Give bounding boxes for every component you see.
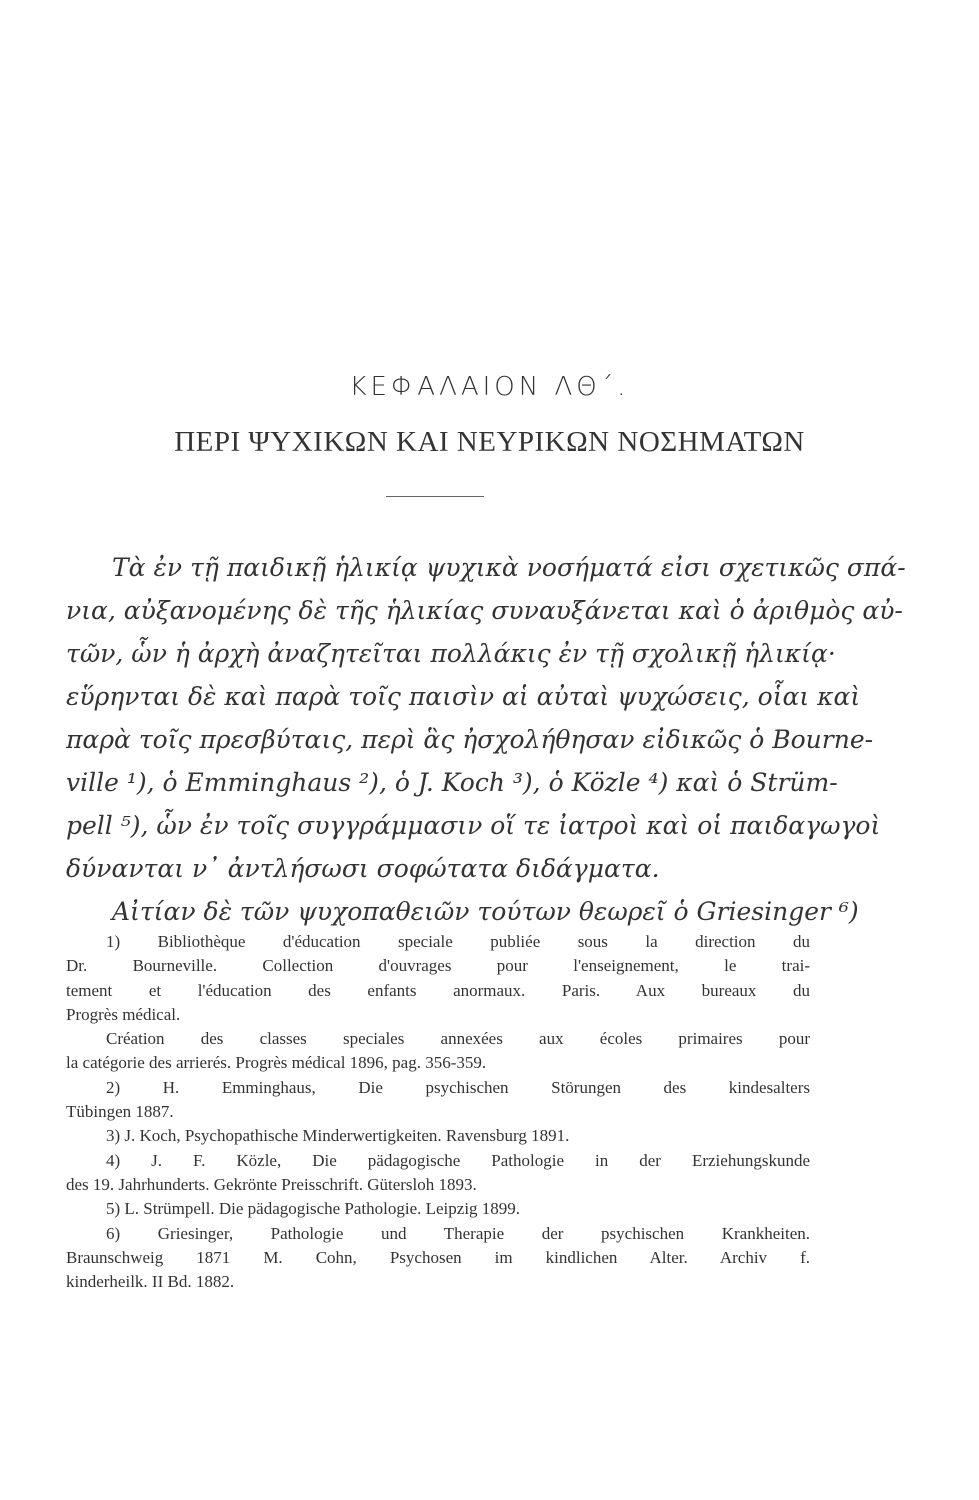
footnote-line: Dr. Bourneville. Collection d'ouvrages pour l'enseignement, le trai-	[66, 956, 810, 976]
footnote-line: Progrès médical.	[66, 1004, 181, 1024]
footnote-line: Braunschweig 1871 M. Cohn, Psychosen im kindlichen Alter. Archiv f.	[66, 1247, 810, 1267]
footnote-line: 5) L. Strümpell. Die pädagogische Pathologie. Leipzig 1899.	[106, 1199, 521, 1219]
body-line: δύνανται ν᾽ ἀντλήσωσι σοφώτατα διδάγματα.	[66, 854, 660, 883]
footnote-line: 6) Griesinger, Pathologie und Therapie der psychischen Krankheiten.	[106, 1223, 810, 1243]
title-divider	[386, 496, 484, 497]
body-line: Αἰτίαν δὲ τῶν ψυχοπαθειῶν τούτων θεωρεῖ ὁ Griesinger ⁶)	[112, 897, 859, 926]
body-line: pell ⁵), ὧν ἐν τοῖς συγγράμμασιν οἵ τε ἰατροὶ καὶ οἱ παιδαγωγοὶ	[66, 811, 881, 840]
footnotes	[66, 930, 810, 1294]
footnote-line: 3) J. Koch, Psychopathische Minderwertigkeiten. Ravensburg 1891.	[106, 1126, 570, 1146]
footnote-line: 4) J. F. Közle, Die pädagogische Pathologie in der Erziehungskunde	[106, 1150, 810, 1170]
footnote-line: Tübingen 1887.	[66, 1102, 174, 1122]
footnote-line: 2) H. Emminghaus, Die psychischen Störungen des kindesalters	[106, 1077, 810, 1097]
body-line: Τὰ ἐν τῇ παιδικῇ ἡλικίᾳ ψυχικὰ νοσήματά εἰσι σχετικῶς σπά-	[112, 553, 906, 582]
body-line: ville ¹), ὁ Emminghaus ²), ὁ J. Koch ³), ὁ Közle ⁴) καὶ ὁ Strüm-	[66, 768, 838, 797]
chapter-title: ΠΕΡΙ ΨΥΧΙΚΩΝ ΚΑΙ ΝΕΥΡΙΚΩΝ ΝΟΣΗΜΑΤΩΝ	[174, 426, 805, 458]
body-line: τῶν, ὧν ἡ ἀρχὴ ἀναζητεῖται πολλάκις ἐν τῇ σχολικῇ ἡλικίᾳ·	[66, 639, 836, 668]
body-text	[66, 546, 906, 933]
body-line: εὕρηνται δὲ καὶ παρὰ τοῖς παισὶν αἱ αὐταὶ ψυχώσεις, οἷαι καὶ	[66, 682, 861, 711]
footnote-line: tement et l'éducation des enfants anormaux. Paris. Aux bureaux du	[66, 980, 810, 1000]
footnote-line: la catégorie des arrierés. Progrès médical 1896, pag. 356-359.	[66, 1053, 487, 1073]
footnote-line: kinderheilk. II Bd. 1882.	[66, 1272, 235, 1292]
chapter-heading: ΚΕΦΑΛΑΙΟΝ ΛΘ΄.	[349, 372, 630, 402]
footnote-line: des 19. Jahrhunderts. Gekrönte Preisschrift. Gütersloh 1893.	[66, 1174, 477, 1194]
footnote-line: 1) Bibliothèque d'éducation speciale publiée sous la direction du	[106, 932, 810, 951]
body-line: παρὰ τοῖς πρεσβύταις, περὶ ἃς ἠσχολήθησαν εἰδικῶς ὁ Bourne-	[66, 725, 874, 754]
footnote-line: Création des classes speciales annexées aux écoles primaires pour	[106, 1029, 810, 1049]
body-line: νια, αὐξανομένης δὲ τῆς ἡλικίας συναυξάνεται καὶ ὁ ἀριθμὸς αὐ-	[66, 596, 903, 625]
